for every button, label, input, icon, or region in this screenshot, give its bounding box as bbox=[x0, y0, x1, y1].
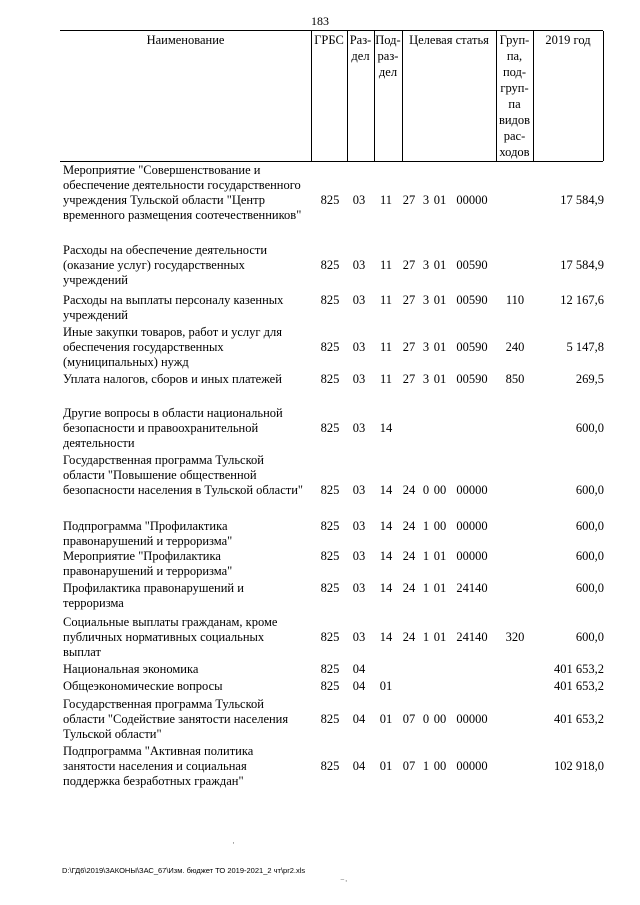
grbs-cell: 825 bbox=[320, 519, 340, 533]
scan-mark: · bbox=[232, 838, 235, 848]
razdel-cell: 03 bbox=[352, 340, 366, 354]
target-program-cell: 24 bbox=[402, 549, 416, 563]
target-program-cell: 27 bbox=[402, 193, 416, 207]
amount-cell: 401 653,2 bbox=[554, 712, 604, 726]
podrazdel-cell: 11 bbox=[379, 193, 393, 207]
amount-cell: 600,0 bbox=[575, 421, 604, 435]
target-program-cell: 27 bbox=[402, 340, 416, 354]
razdel-cell: 03 bbox=[352, 372, 366, 386]
target-program-cell: 07 bbox=[402, 759, 416, 773]
item-name: Подпрограмма "Активная политика занятости населения и социальная поддержка безработных граждан" bbox=[63, 744, 254, 788]
target-direction-cell: 00590 bbox=[456, 293, 488, 307]
grbs-cell: 825 bbox=[320, 662, 340, 676]
amount-cell: 5 147,8 bbox=[566, 340, 604, 354]
target-subprogram-cell: 3 bbox=[422, 293, 430, 307]
target-program-cell: 27 bbox=[402, 293, 416, 307]
razdel-cell: 03 bbox=[352, 549, 366, 563]
header-year: 2019 год bbox=[545, 33, 591, 47]
target-subprogram-cell: 0 bbox=[422, 712, 430, 726]
target-direction-cell: 00590 bbox=[456, 340, 488, 354]
target-program-cell: 27 bbox=[402, 372, 416, 386]
header-grbs: ГРБС bbox=[314, 33, 344, 47]
amount-cell: 17 584,9 bbox=[560, 193, 604, 207]
target-event-cell: 00 bbox=[433, 712, 447, 726]
target-event-cell: 00 bbox=[433, 483, 447, 497]
amount-cell: 600,0 bbox=[575, 630, 604, 644]
amount-cell: 269,5 bbox=[575, 372, 604, 386]
target-program-cell: 24 bbox=[402, 630, 416, 644]
header-razdel-line: дел bbox=[351, 49, 370, 63]
amount-cell: 401 653,2 bbox=[554, 662, 604, 676]
header-group-line: видов bbox=[498, 113, 531, 127]
page-number: 183 bbox=[311, 14, 329, 28]
podrazdel-cell: 14 bbox=[379, 421, 393, 435]
podrazdel-cell: 11 bbox=[379, 258, 393, 272]
target-direction-cell: 24140 bbox=[456, 581, 488, 595]
target-program-cell: 24 bbox=[402, 519, 416, 533]
podrazdel-cell: 14 bbox=[379, 549, 393, 563]
razdel-cell: 03 bbox=[352, 581, 366, 595]
header-group-line: па, bbox=[506, 49, 523, 63]
grbs-cell: 825 bbox=[320, 483, 340, 497]
target-direction-cell: 00000 bbox=[456, 483, 488, 497]
razdel-cell: 03 bbox=[352, 258, 366, 272]
header-group-line: груп- bbox=[500, 81, 529, 95]
item-name: Иные закупки товаров, работ и услуг для обеспечения государственных (муниципальных) нужд bbox=[63, 325, 283, 369]
target-subprogram-cell: 3 bbox=[422, 193, 430, 207]
target-event-cell: 01 bbox=[433, 258, 447, 272]
item-name: Общеэкономические вопросы bbox=[63, 679, 223, 693]
amount-cell: 600,0 bbox=[575, 549, 604, 563]
target-event-cell: 01 bbox=[433, 340, 447, 354]
podrazdel-cell: 01 bbox=[379, 759, 393, 773]
target-program-cell: 24 bbox=[402, 581, 416, 595]
item-name: Мероприятие "Профилактика правонарушений и терроризма" bbox=[63, 549, 233, 578]
target-direction-cell: 24140 bbox=[456, 630, 488, 644]
target-event-cell: 01 bbox=[433, 549, 447, 563]
grbs-cell: 825 bbox=[320, 421, 340, 435]
header-group-line: Груп- bbox=[499, 33, 530, 47]
grbs-cell: 825 bbox=[320, 630, 340, 644]
item-name: Профилактика правонарушений и терроризма bbox=[63, 581, 244, 610]
target-event-cell: 00 bbox=[433, 759, 447, 773]
podrazdel-cell: 14 bbox=[379, 630, 393, 644]
target-program-cell: 07 bbox=[402, 712, 416, 726]
grbs-cell: 825 bbox=[320, 258, 340, 272]
table-header bbox=[60, 30, 603, 162]
podrazdel-cell: 14 bbox=[379, 483, 393, 497]
razdel-cell: 03 bbox=[352, 421, 366, 435]
header-podrazdel bbox=[374, 31, 402, 161]
target-program-cell: 27 bbox=[402, 258, 416, 272]
target-direction-cell: 00590 bbox=[456, 372, 488, 386]
target-direction-cell: 00000 bbox=[456, 193, 488, 207]
podrazdel-cell: 01 bbox=[379, 712, 393, 726]
target-subprogram-cell: 1 bbox=[422, 581, 430, 595]
expense-group-cell: 320 bbox=[505, 630, 525, 644]
podrazdel-cell: 11 bbox=[379, 372, 393, 386]
razdel-cell: 03 bbox=[352, 483, 366, 497]
razdel-cell: 04 bbox=[352, 712, 366, 726]
target-subprogram-cell: 1 bbox=[422, 549, 430, 563]
grbs-cell: 825 bbox=[320, 581, 340, 595]
footer-file-path: D:\ГД6\2019\ЗАКОНЫ\ЗАС_67\Изм. бюджет ТО 2019-2021_2 чт\pr2.xls bbox=[62, 866, 306, 875]
expense-group-cell: 850 bbox=[505, 372, 525, 386]
grbs-cell: 825 bbox=[320, 340, 340, 354]
scan-mark: ⁻· bbox=[340, 876, 348, 886]
target-subprogram-cell: 3 bbox=[422, 372, 430, 386]
grbs-cell: 825 bbox=[320, 293, 340, 307]
target-subprogram-cell: 1 bbox=[422, 630, 430, 644]
target-subprogram-cell: 1 bbox=[422, 759, 430, 773]
target-direction-cell: 00000 bbox=[456, 759, 488, 773]
item-name: Расходы на обеспечение деятельности (оказание услуг) государственных учреждений bbox=[63, 243, 268, 287]
podrazdel-cell: 11 bbox=[379, 293, 393, 307]
razdel-cell: 03 bbox=[352, 193, 366, 207]
target-event-cell: 00 bbox=[433, 519, 447, 533]
item-name: Подпрограмма "Профилактика правонарушений и терроризма" bbox=[63, 519, 233, 548]
podrazdel-cell: 14 bbox=[379, 519, 393, 533]
amount-cell: 600,0 bbox=[575, 581, 604, 595]
target-direction-cell: 00000 bbox=[456, 549, 488, 563]
razdel-cell: 04 bbox=[352, 759, 366, 773]
target-direction-cell: 00590 bbox=[456, 258, 488, 272]
razdel-cell: 04 bbox=[352, 679, 366, 693]
target-subprogram-cell: 0 bbox=[422, 483, 430, 497]
grbs-cell: 825 bbox=[320, 759, 340, 773]
amount-cell: 401 653,2 bbox=[554, 679, 604, 693]
header-group-line: па bbox=[508, 97, 521, 111]
amount-cell: 600,0 bbox=[575, 483, 604, 497]
grbs-cell: 825 bbox=[320, 549, 340, 563]
grbs-cell: 825 bbox=[320, 712, 340, 726]
target-subprogram-cell: 3 bbox=[422, 340, 430, 354]
target-event-cell: 01 bbox=[433, 630, 447, 644]
amount-cell: 102 918,0 bbox=[554, 759, 604, 773]
item-name: Государственная программа Тульской области "Содействие занятости населения Тульской области" bbox=[63, 697, 289, 741]
razdel-cell: 04 bbox=[352, 662, 366, 676]
header-name: Наименование bbox=[146, 33, 225, 47]
header-podrazdel-line: Под- bbox=[375, 33, 401, 47]
target-subprogram-cell: 1 bbox=[422, 519, 430, 533]
target-subprogram-cell: 3 bbox=[422, 258, 430, 272]
target-event-cell: 01 bbox=[433, 293, 447, 307]
header-target: Целевая статья bbox=[409, 33, 489, 47]
grbs-cell: 825 bbox=[320, 679, 340, 693]
item-name: Мероприятие "Совершенствование и обеспечение деятельности государственного учреждения Тульской области "Центр временного размещения соотечественников" bbox=[63, 163, 302, 222]
target-event-cell: 01 bbox=[433, 372, 447, 386]
header-podrazdel-line: раз- bbox=[377, 49, 399, 63]
razdel-cell: 03 bbox=[352, 293, 366, 307]
target-direction-cell: 00000 bbox=[456, 519, 488, 533]
header-podrazdel-line: дел bbox=[378, 65, 398, 79]
item-name: Государственная программа Тульской области "Повышение общественной безопасности населения в Тульской области" bbox=[63, 453, 304, 497]
item-name: Другие вопросы в области национальной безопасности и правоохранительной деятельности bbox=[63, 406, 283, 450]
item-name: Уплата налогов, сборов и иных платежей bbox=[63, 372, 282, 386]
header-group-line: рас- bbox=[503, 129, 526, 143]
header-group bbox=[496, 31, 533, 161]
razdel-cell: 03 bbox=[352, 519, 366, 533]
grbs-cell: 825 bbox=[320, 193, 340, 207]
item-name: Национальная экономика bbox=[63, 662, 199, 676]
item-name: Расходы на выплаты персоналу казенных учреждений bbox=[63, 293, 284, 322]
amount-cell: 600,0 bbox=[575, 519, 604, 533]
item-name: Социальные выплаты гражданам, кроме публичных нормативных социальных выплат bbox=[63, 615, 278, 659]
target-program-cell: 24 bbox=[402, 483, 416, 497]
target-event-cell: 01 bbox=[433, 193, 447, 207]
header-razdel bbox=[347, 31, 374, 161]
header-razdel-line: Раз- bbox=[349, 33, 372, 47]
grbs-cell: 825 bbox=[320, 372, 340, 386]
header-group-line: ходов bbox=[499, 145, 530, 159]
podrazdel-cell: 01 bbox=[379, 679, 393, 693]
expense-group-cell: 240 bbox=[505, 340, 525, 354]
target-event-cell: 01 bbox=[433, 581, 447, 595]
header-group-line: под- bbox=[502, 65, 527, 79]
amount-cell: 17 584,9 bbox=[560, 258, 604, 272]
razdel-cell: 03 bbox=[352, 630, 366, 644]
expense-group-cell: 110 bbox=[505, 293, 525, 307]
amount-cell: 12 167,6 bbox=[560, 293, 604, 307]
target-direction-cell: 00000 bbox=[456, 712, 488, 726]
podrazdel-cell: 11 bbox=[379, 340, 393, 354]
podrazdel-cell: 14 bbox=[379, 581, 393, 595]
